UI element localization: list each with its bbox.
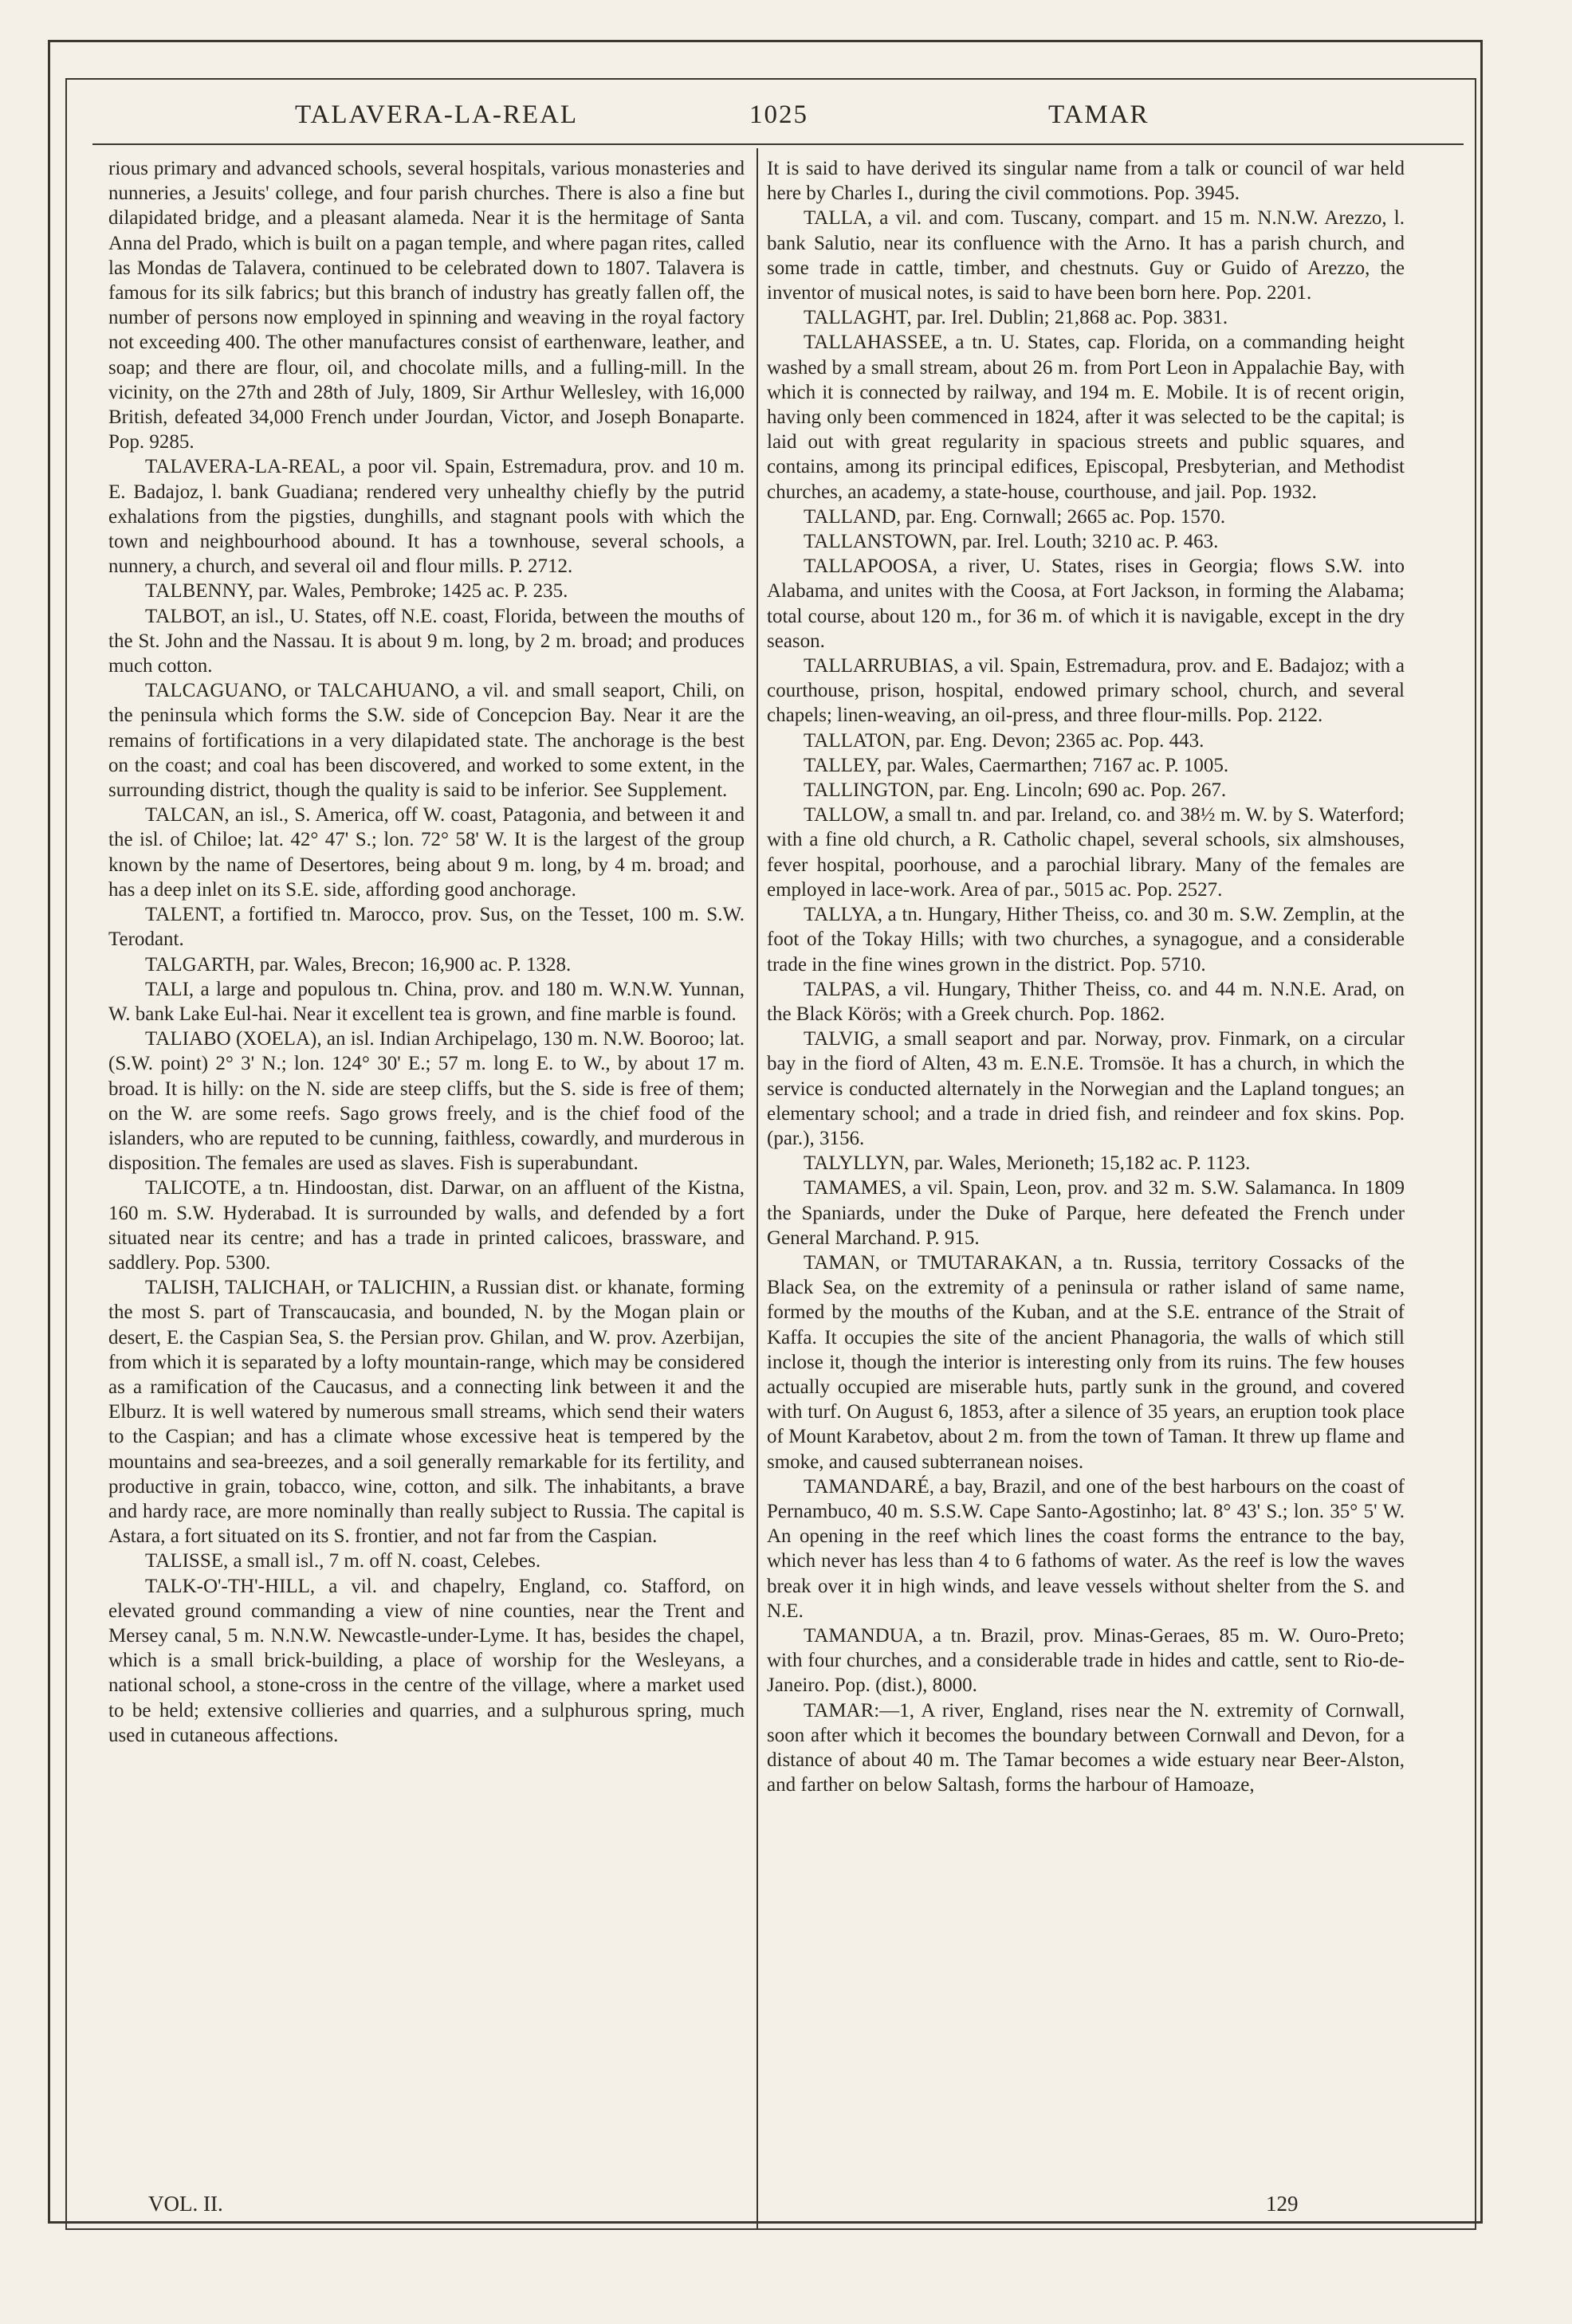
gazetteer-entry: TALLAPOOSA, a river, U. States, rises in Georgia; flows S.W. into Alabama, and unites with the Coosa, at Fort Jackson, in forming the Alabama; total course, about 120 m., for 36 m. of which it is navigable, except in the dry season. [767, 555, 1405, 652]
gazetteer-entry: TALLOW, a small tn. and par. Ireland, co. and 38½ m. W. by S. Waterford; with a fine old church, a R. Catholic chapel, several schools, six almshouses, fever hospital, poorhouse, and a parochial library. Many of the females are employed in lace-work. Area of par., 5015 ac. Pop. 2527. [767, 804, 1405, 901]
gazetteer-entry: TALICOTE, a tn. Hindoostan, dist. Darwar, on an affluent of the Kistna, 160 m. S.W. Hyderabad. It is surrounded by walls, and defended by a fort situated near its centre; and has a trade in printed calicoes, brassware, and saddlery. Pop. 5300. [108, 1177, 745, 1274]
gazetteer-entry: TALLATON, par. Eng. Devon; 2365 ac. Pop. 443. [804, 729, 1205, 752]
gazetteer-entry: rious primary and advanced schools, several hospitals, various monasteries and nunneries, a Jesuits' college, and four parish churches. There is also a fine but dilapidated bridge, and a pleasant alameda. Near it is the hermitage of Santa Anna del Prado, which is built on a pagan temple, and where pagan rites, called las Mondas de Talavera, continued to be celebrated down to 1807. Talavera is famous for its silk fabrics; but this branch of industry has greatly fallen off, the number of persons now employed in spinning and weaving in the royal factory not exceeding 400. The other manufactures consist of earthenware, leather, and soap; and there are flour, oil, and chocolate mills, and a fulling-mill. In the vicinity, on the 27th and 28th of July, 1809, Sir Arthur Wellesley, with 16,000 British, defeated 34,000 French under Jourdan, Victor, and Joseph Bonaparte. Pop. 9285. [108, 158, 745, 453]
gazetteer-entry: TALCAN, an isl., S. America, off W. coast, Patagonia, and between it and the isl. of Chiloe; lat. 42° 47' S.; lon. 72° 58' W. It is the largest of the group known by the name of Desertores, being about 9 m. long, by 4 m. broad; and has a deep inlet on its S.E. side, affording good anchorage. [108, 804, 745, 901]
gazetteer-entry: TALBENNY, par. Wales, Pembroke; 1425 ac. P. 235. [145, 580, 568, 603]
gazetteer-entry: TALISH, TALICHAH, or TALICHIN, a Russian dist. or khanate, forming the most S. part of Transcaucasia, and bounded, N. by the Mogan plain or desert, E. the Caspian Sea, S. the Persian prov. Ghilan, and W. prov. Azerbijan, from which it is separated by a lofty mountain-range, which may be considered as a ramification of the Caucasus, and a connecting link between it and the Elburz. It is well watered by numerous small streams, which send their waters to the Caspian; and has a climate whose excessive heat is tempered by the mountains and sea-breezes, and a soil generally remarkable for its fertility, and productive in grain, tobacco, wine, cotton, and silk. The inhabitants, a brave and hardy race, are more nominally than really subject to Russia. The capital is Astara, a fort situated on its S. frontier, and not far from the Caspian. [108, 1277, 745, 1548]
gazetteer-entry: TALPAS, a vil. Hungary, Thither Theiss, co. and 44 m. N.N.E. Arad, on the Black Körös; with a Greek church. Pop. 1862. [767, 978, 1405, 1025]
gazetteer-entry: TAMAMES, a vil. Spain, Leon, prov. and 32 m. S.W. Salamanca. In 1809 the Spaniards, under the Duke of Parque, here defeated the French under General Marchand. P. 915. [767, 1177, 1405, 1249]
gazetteer-entry: TALI, a large and populous tn. China, prov. and 180 m. W.N.W. Yunnan, W. bank Lake Eul-hai. Near it excellent tea is grown, and fine marble is found. [108, 978, 745, 1025]
gazetteer-entry: TALK-O'-TH'-HILL, a vil. and chapelry, England, co. Stafford, on elevated ground commanding a view of nine counties, near the Trent and Mersey canal, 5 m. N.N.W. Newcastle-under-Lyme. It has, besides the chapel, which is a small brick-building, a place of worship for the Wesleyans, a national school, a stone-cross in the centre of the village, where a market used to be held; extensive collieries and quarries, and a sulphurous spring, much used in cutaneous affections. [108, 1575, 745, 1746]
gazetteer-entry: It is said to have derived its singular name from a talk or council of war held here by Charles I., during the civil commotions. Pop. 3945. [767, 158, 1405, 205]
gazetteer-entry: TALCAGUANO, or TALCAHUANO, a vil. and small seaport, Chili, on the peninsula which forms the S.W. side of Concepcion Bay. Near it are the remains of fortifications in a very dilapidated state. The anchorage is the best on the coast; and coal has been discovered, and worked to some extent, in the surrounding district, though the quality is said to be inferior. See Supplement. [108, 680, 745, 802]
gazetteer-entry: TALBOT, an isl., U. States, off N.E. coast, Florida, between the mouths of the St. John and the Nassau. It is about 9 m. long, by 2 m. broad; and produces much cotton. [108, 605, 745, 677]
gazetteer-entry: TAMANDARÉ, a bay, Brazil, and one of the best harbours on the coast of Pernambuco, 40 m. S.S.W. Cape Santo-Agostinho; lat. 8° 43' S.; lon. 35° 5' W. An opening in the reef which lines the coast forms the entrance to the bay, which never has less than 4 to 6 fathoms of water. As the reef is low the waves break over it in high winds, and leave vessels without shelter from the S. and N.E. [767, 1475, 1405, 1622]
gazetteer-entry: TAMAR:—1, A river, England, rises near the N. extremity of Cornwall, soon after which it becomes the boundary between Cornwall and Devon, for a distance of about 40 m. The Tamar becomes a wide estuary near Beer-Alston, and farther on below Saltash, forms the harbour of Hamoaze, [767, 1699, 1405, 1796]
gazetteer-entry: TALLANSTOWN, par. Irel. Louth; 3210 ac. P. 463. [804, 531, 1219, 553]
gazetteer-entry: TALGARTH, par. Wales, Brecon; 16,900 ac. P. 1328. [145, 953, 572, 976]
gazetteer-entry: TALLAHASSEE, a tn. U. States, cap. Florida, on a commanding height washed by a small stream, about 26 m. from Port Leon in Appalachie Bay, with which it is connected by railway, and 194 m. E. Mobile. It is of recent origin, having only been commenced in 1824, after it was selected to be the capital; is laid out with great regularity in spacious streets and public squares, and contains, among its principal edifices, Episcopal, Presbyterian, and Methodist churches, an academy, a state-house, courthouse, and jail. Pop. 1932. [767, 332, 1405, 503]
header-rule [92, 143, 1464, 145]
footer-volume: VOL. II. [148, 2192, 223, 2216]
gazetteer-entry: TALLINGTON, par. Eng. Lincoln; 690 ac. Pop. 267. [804, 779, 1227, 802]
left-column [108, 156, 745, 1748]
gazetteer-entry: TALLAND, par. Eng. Cornwall; 2665 ac. Pop. 1570. [804, 505, 1226, 528]
gazetteer-entry: TALAVERA-LA-REAL, a poor vil. Spain, Estremadura, prov. and 10 m. E. Badajoz, l. bank Guadiana; rendered very unhealthy chiefly by the putrid exhalations from the pigsties, dunghills, and stagnant pools with which the town and neighbourhood abound. It has a townhouse, several schools, a nunnery, a church, and several oil and flour mills. P. 2712. [108, 456, 745, 578]
gazetteer-entry: TAMAN, or TMUTARAKAN, a tn. Russia, territory Cossacks of the Black Sea, on the extremity of a peninsula or rather island of same name, formed by the mouths of the Kuban, and at the S.E. entrance of the Strait of Kaffa. It occupies the site of the ancient Phanagoria, the walls of which still inclose it, though the interior is interesting only from its ruins. The few houses actually occupied are miserable huts, partly sunk in the ground, and covered with turf. On August 6, 1853, after a silence of 35 years, an eruption took place of Mount Karabetov, about 2 m. from the town of Taman. It threw up flame and smoke, and caused subterranean noises. [767, 1251, 1405, 1473]
gazetteer-entry: TALLEY, par. Wales, Caermarthen; 7167 ac. P. 1005. [804, 754, 1229, 776]
gazetteer-entry: TALENT, a fortified tn. Marocco, prov. Sus, on the Tesset, 100 m. S.W. Terodant. [108, 904, 745, 951]
page-number: 1025 [749, 100, 808, 129]
column-divider [757, 148, 758, 2228]
gazetteer-entry: TALISSE, a small isl., 7 m. off N. coast, Celebes. [145, 1550, 541, 1572]
footer-signature: 129 [1266, 2192, 1299, 2216]
gazetteer-entry: TALLA, a vil. and com. Tuscany, compart. and 15 m. N.N.W. Arezzo, l. bank Salutio, near its confluence with the Arno. It has a parish church, and some trade in cattle, timber, and chestnuts. Guy or Guido of Arezzo, the inventor of musical notes, is said to have been born here. Pop. 2201. [767, 207, 1405, 304]
header-left-catchword: TALAVERA-LA-REAL [295, 100, 579, 129]
gazetteer-entry: TALIABO (XOELA), an isl. Indian Archipelago, 130 m. N.W. Booroo; lat. (S.W. point) 2° 3' N.; lon. 124° 30' E.; 57 m. long E. to W., by about 17 m. broad. It is hilly: on the N. side are steep cliffs, but the S. side is free of them; on the W. are some reefs. Sago grows freely, and is the chief food of the islanders, who are reputed to be cunning, faithless, cowardly, and murderous in disposition. The females are used as slaves. Fish is superabundant. [108, 1028, 745, 1175]
header-right-catchword: TAMAR [1048, 100, 1150, 129]
gazetteer-entry: TALVIG, a small seaport and par. Norway, prov. Finmark, on a circular bay in the fiord of Alten, 43 m. E.N.E. Tromsöe. It has a church, in which the service is conducted alternately in the Norwegian and the Lapland tongues; an elementary school; and a trade in dried fish, and reindeer and fox skins. Pop. (par.), 3156. [767, 1028, 1405, 1149]
gazetteer-entry: TALYLLYN, par. Wales, Merioneth; 15,182 ac. P. 1123. [804, 1152, 1251, 1175]
running-header [96, 100, 1459, 148]
gazetteer-entry: TAMANDUA, a tn. Brazil, prov. Minas-Geraes, 85 m. W. Ouro-Preto; with four churches, and a considerable trade in hides and cattle, sent to Rio-de-Janeiro. Pop. (dist.), 8000. [767, 1624, 1405, 1697]
right-column [767, 156, 1405, 1797]
gazetteer-entry: TALLAGHT, par. Irel. Dublin; 21,868 ac. Pop. 3831. [804, 307, 1228, 329]
gazetteer-entry: TALLARRUBIAS, a vil. Spain, Estremadura, prov. and E. Badajoz; with a courthouse, prison, hospital, endowed primary school, church, and several chapels; linen-weaving, an oil-press, and three flour-mills. Pop. 2122. [767, 655, 1405, 727]
gazetteer-entry: TALLYA, a tn. Hungary, Hither Theiss, co. and 30 m. S.W. Zemplin, at the foot of the Tokay Hills; with two churches, a synagogue, and a considerable trade in the fine wines grown in the district. Pop. 5710. [767, 904, 1405, 976]
